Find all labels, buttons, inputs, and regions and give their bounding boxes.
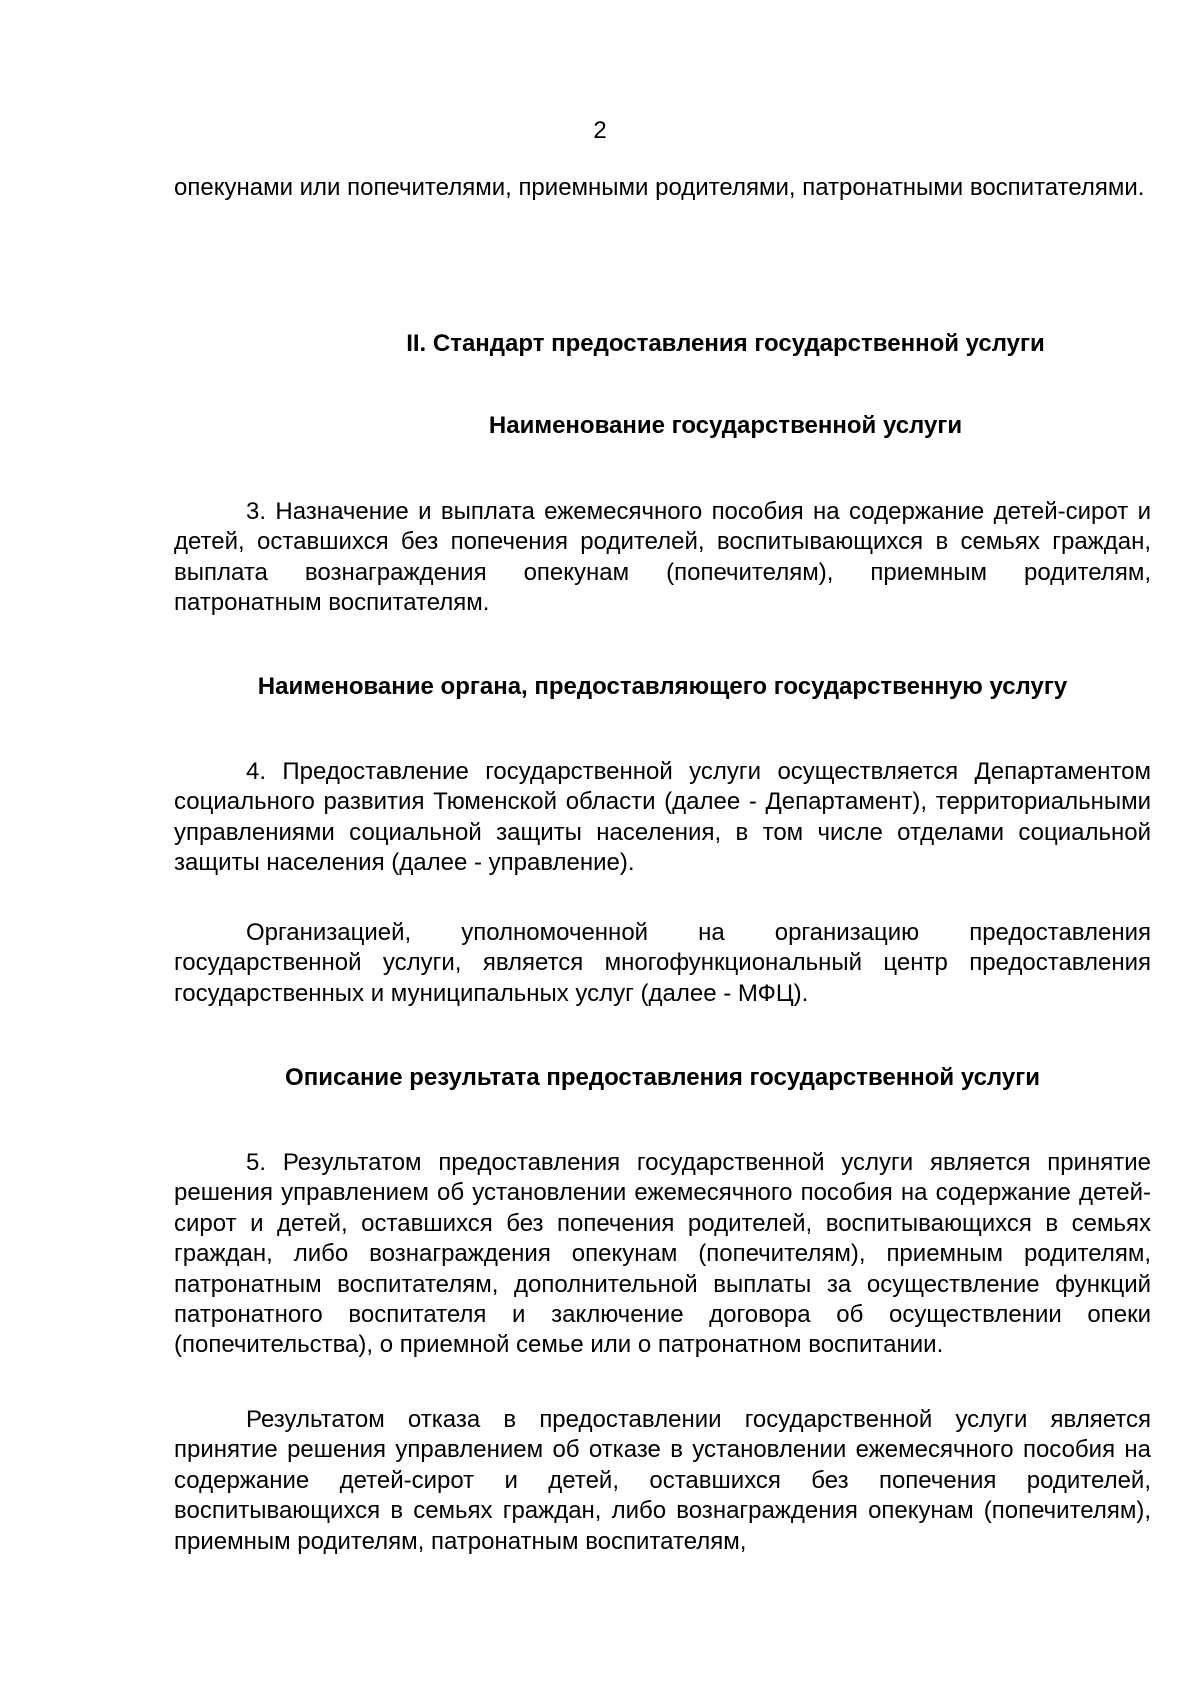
heading-section-standard: II. Стандарт предоставления государственной услуги (406, 330, 1045, 357)
paragraph-4-mfc: Организацией, уполномоченной на организацию предоставления государственной услуги, является многофункциональный центр предоставления государственных и муниципальных услуг (далее - МФЦ). (174, 919, 1151, 1007)
paragraph-intro: опекунами или попечителями, приемными родителями, патронатными воспитателями. (174, 174, 1145, 201)
page-number: 2 (593, 117, 607, 144)
paragraph-4: 4. Предоставление государственной услуги осуществляется Департаментом социального развития Тюменской области (далее - Департамент), территориальными управлениями социальной защиты населения, в том числе отделами социальной защиты населения (далее - управление). (174, 758, 1151, 877)
paragraph-5-refusal: Результатом отказа в предоставлении государственной услуги является принятие решения управлением об отказе в установлении ежемесячного пособия на содержание детей-сирот и детей, оставшихся без попечения родителей, воспитывающихся в семьях граждан, либо вознаграждения опекунам (попечителям), приемным родителям, патронатным воспитателям, (174, 1406, 1151, 1555)
heading-service-name: Наименование государственной услуги (488, 412, 963, 439)
paragraph-5: 5. Результатом предоставления государственной услуги является принятие решения управлением об установлении ежемесячного пособия на содержание детей-сирот и детей, оставшихся без попечения родителей, воспитывающихся в семьях граждан, либо вознаграждения опекунам (попечителям), приемным родителям, патронатным воспитателям, дополнительной выплаты за осуществление функций патронатного воспитателя и заключение договора об осуществлении опеки (попечительства), о приемной семье или о патронатном воспитании. (174, 1149, 1151, 1359)
heading-authority-name: Наименование органа, предоставляющего государственную услугу (257, 673, 1068, 700)
heading-result-description: Описание результата предоставления государственной услуги (285, 1064, 1040, 1091)
paragraph-3: 3. Назначение и выплата ежемесячного пособия на содержание детей-сирот и детей, оставшихся без попечения родителей, воспитывающихся в семьях граждан, выплата вознаграждения опекунам (попечителям), приемным родителям, патронатным воспитателям. (174, 498, 1151, 617)
